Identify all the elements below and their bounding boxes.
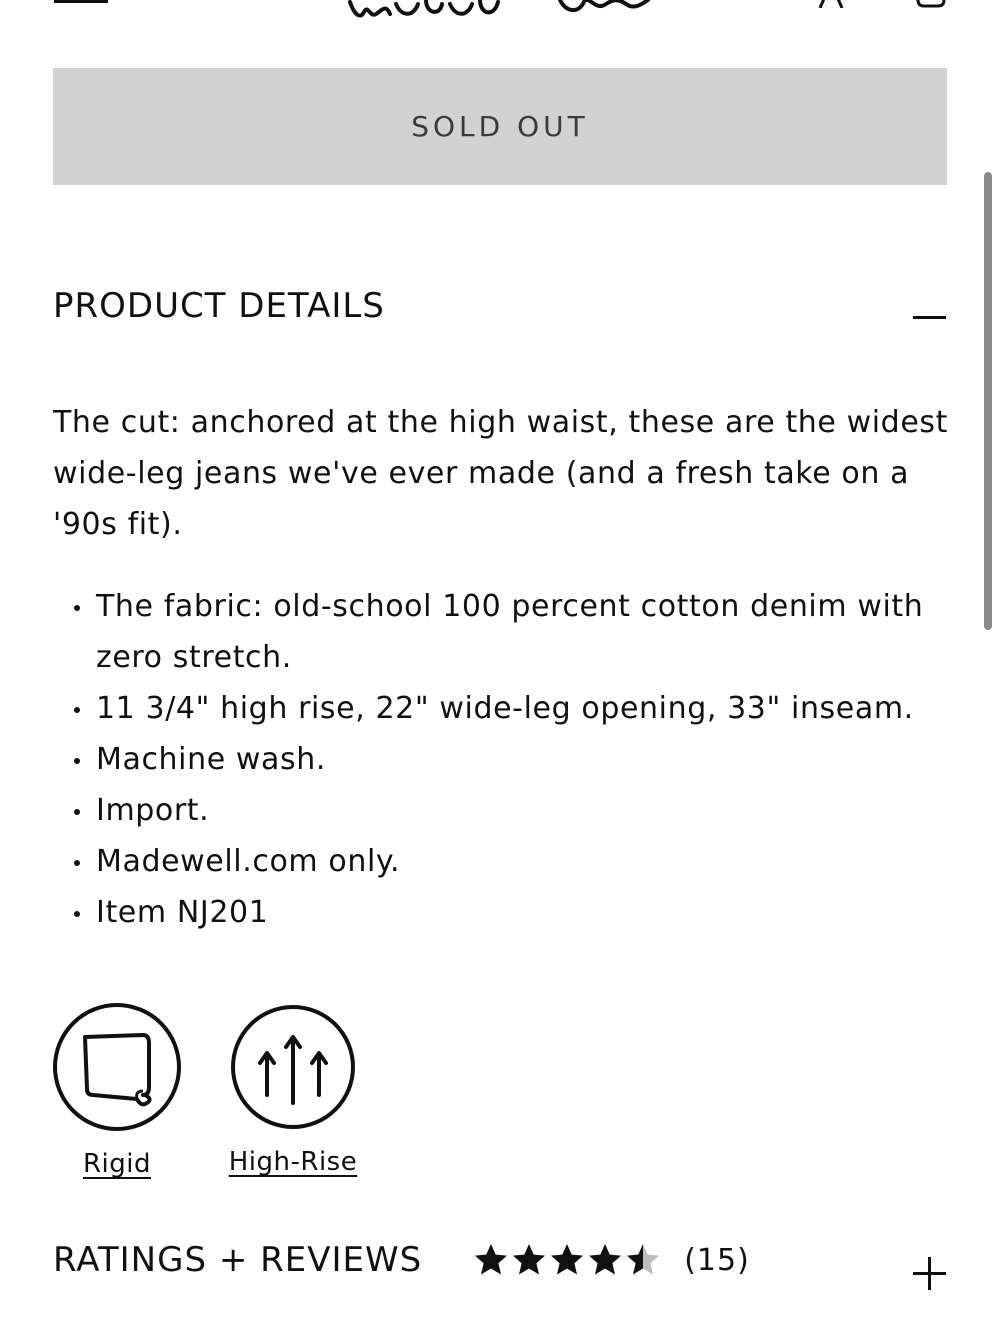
expand-plus-icon[interactable] [913, 1243, 947, 1277]
list-item: Item NJ201 [53, 887, 953, 938]
review-count[interactable]: (15) [684, 1242, 750, 1278]
star-icon [510, 1242, 548, 1278]
star-icon [586, 1242, 624, 1278]
product-details-title: PRODUCT DETAILS [53, 286, 385, 326]
list-item: Machine wash. [53, 734, 953, 785]
attribute-label[interactable]: Rigid [82, 1149, 152, 1179]
account-icon[interactable] [816, 0, 846, 8]
rigid-fabric-icon[interactable] [53, 1003, 181, 1131]
attribute-rigid[interactable] [53, 1003, 181, 1179]
collapse-minus-icon[interactable] [913, 289, 947, 323]
list-item: 11 3/4" high rise, 22" wide-leg opening, 33" inseam. [53, 683, 953, 734]
shopping-bag-icon[interactable] [914, 0, 948, 8]
ratings-reviews-title: RATINGS + REVIEWS [53, 1240, 423, 1280]
star-rating [472, 1242, 662, 1278]
list-item: Import. [53, 785, 953, 836]
ratings-reviews-header[interactable] [53, 1232, 947, 1288]
high-rise-icon[interactable] [231, 1005, 355, 1129]
sold-out-button[interactable]: SOLD OUT [53, 68, 947, 185]
product-description: The cut: anchored at the high waist, these are the widest wide-leg jeans we've ever made (and a fresh take on a '90s fit). [53, 405, 948, 542]
scrollbar[interactable] [984, 172, 992, 630]
attribute-label[interactable]: High-Rise [228, 1147, 358, 1177]
site-header [0, 0, 1000, 30]
ratings-summary [53, 1240, 750, 1280]
star-icon [472, 1242, 510, 1278]
star-icon [624, 1242, 662, 1278]
list-item: Madewell.com only. [53, 836, 953, 887]
attribute-high-rise[interactable] [228, 1003, 358, 1177]
product-details-header[interactable] [53, 280, 947, 332]
brand-logo[interactable] [330, 0, 660, 26]
star-icon [548, 1242, 586, 1278]
list-item: The fabric: old-school 100 percent cotton denim with zero stretch. [53, 581, 953, 683]
hamburger-menu-icon[interactable] [54, 0, 108, 6]
product-features-list [53, 581, 953, 938]
chevron-left-icon[interactable] [196, 0, 216, 6]
